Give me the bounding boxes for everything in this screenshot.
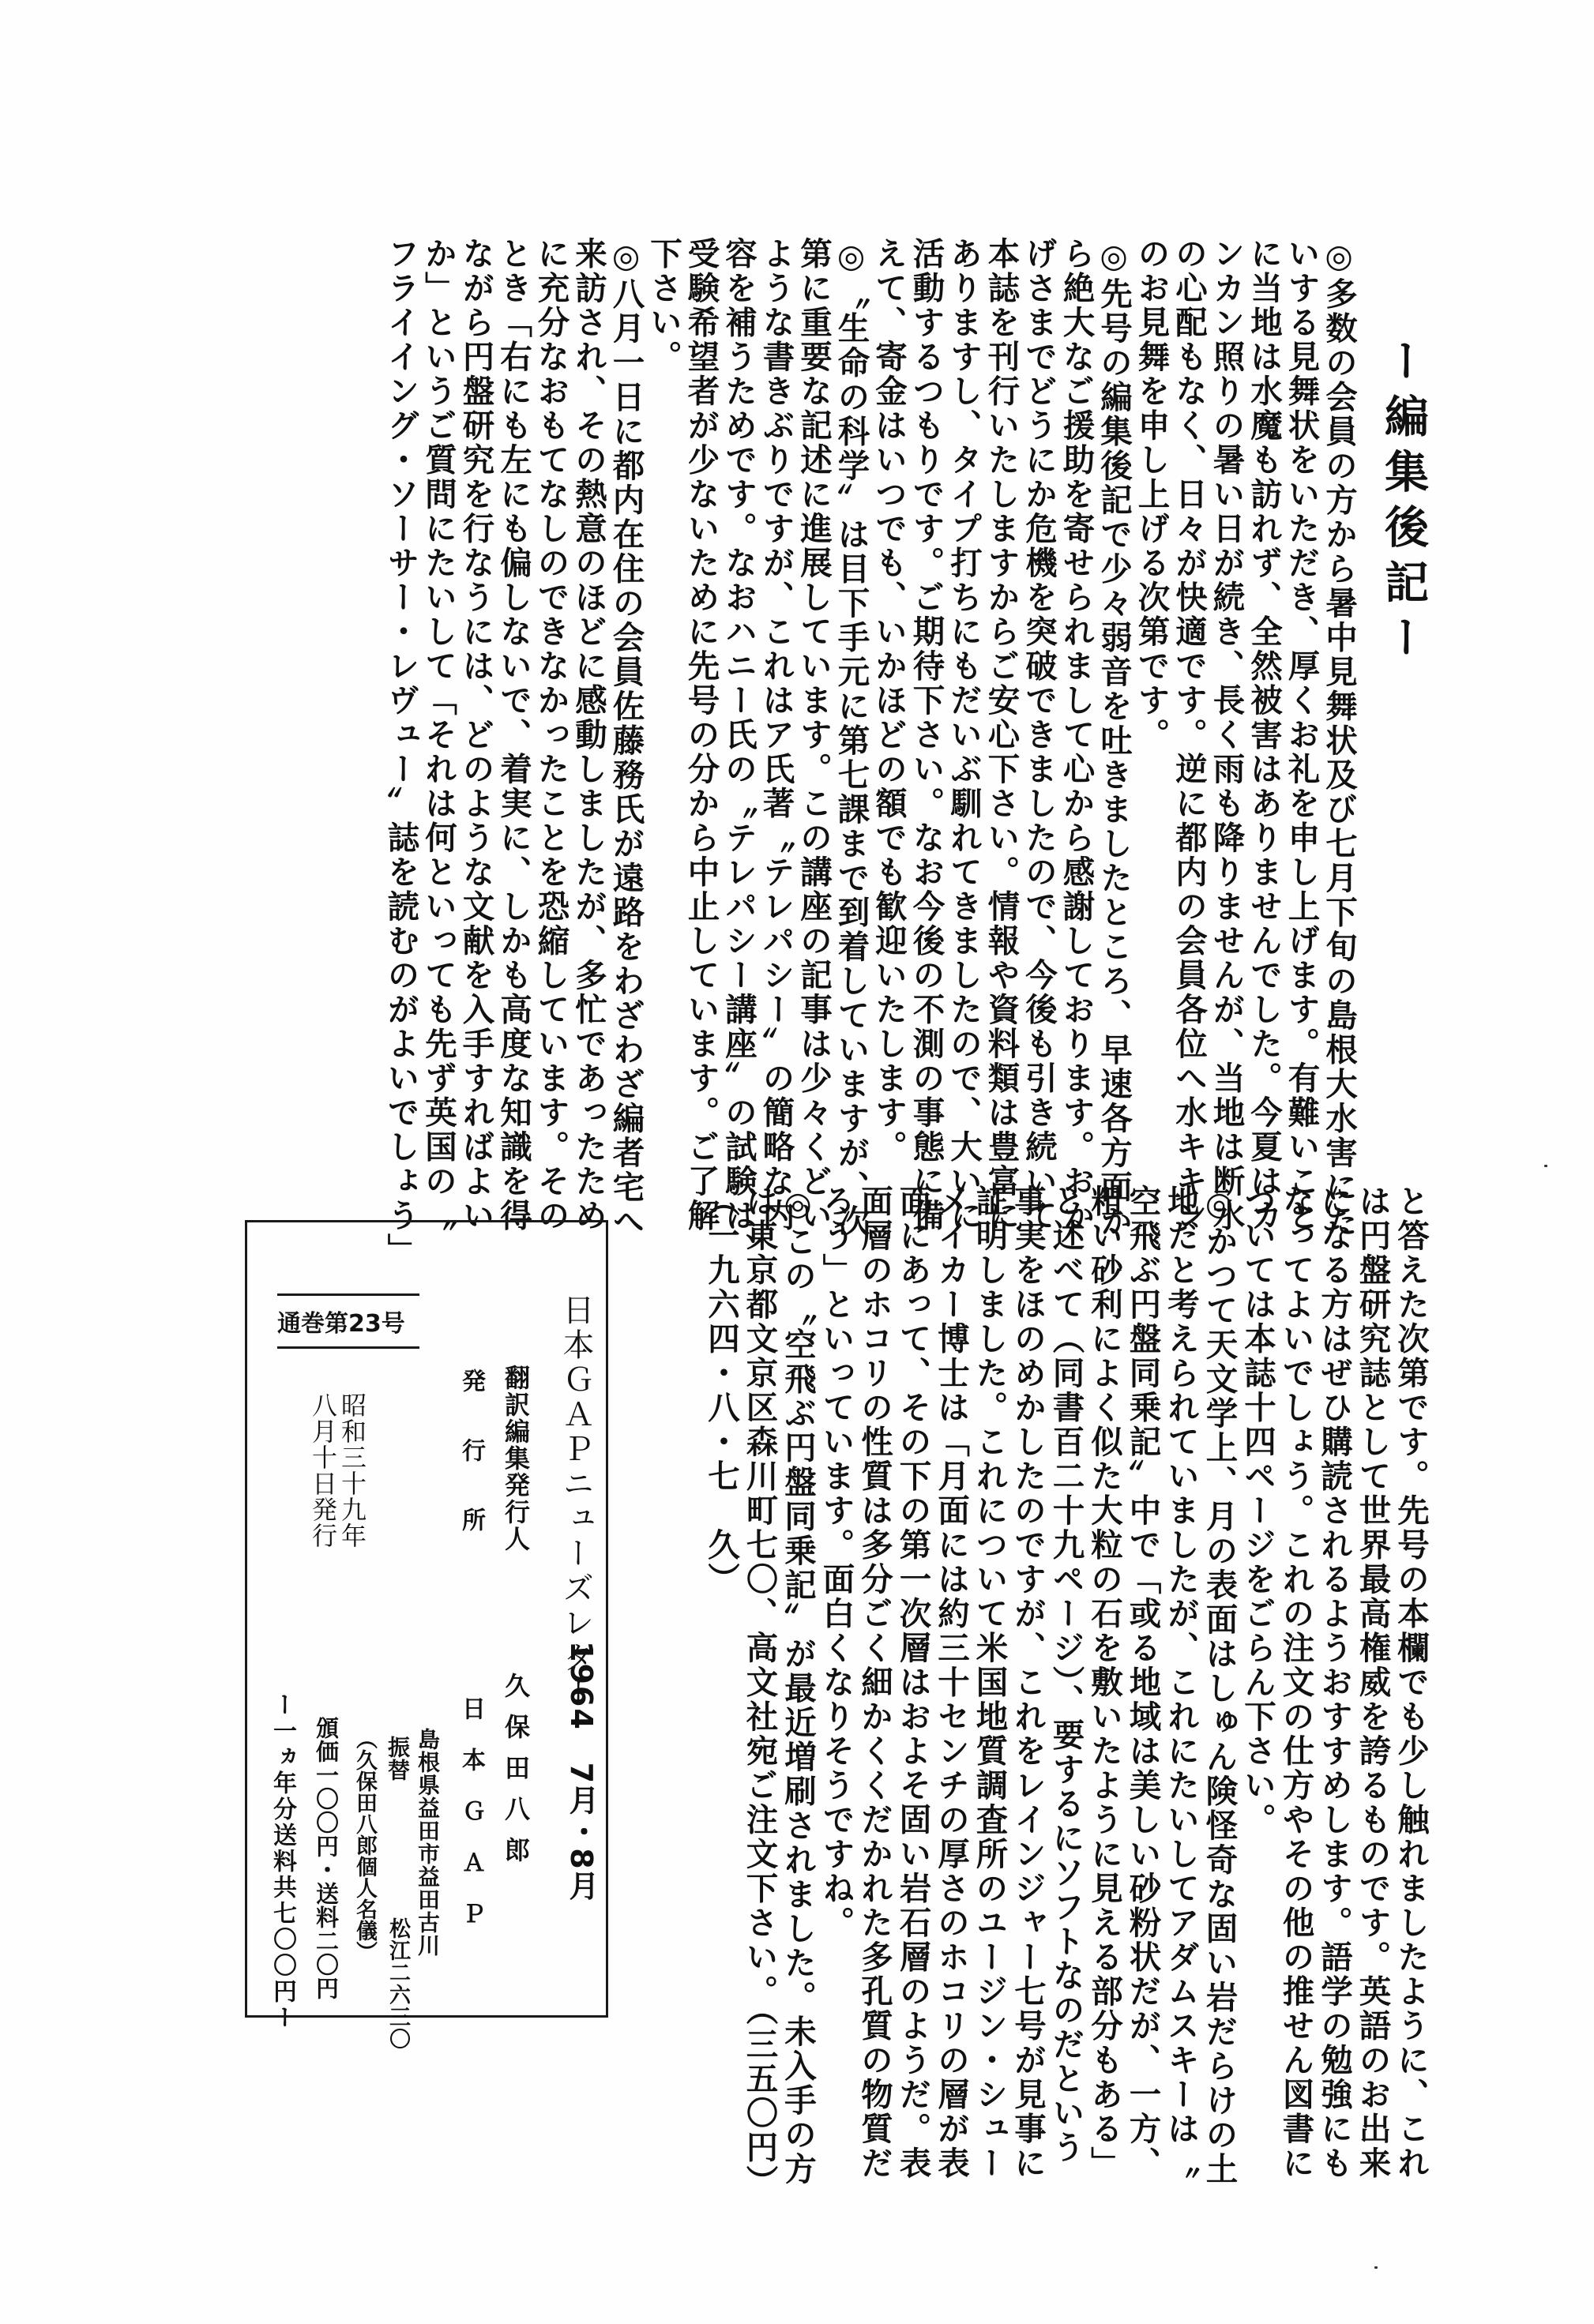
editor-name: 久保田八郎 <box>501 1673 531 1878</box>
text-column: 事実をほのめかしたのですが、これをレインジャー七号が見事に <box>1009 1185 1047 2181</box>
text-column: は円盤研究誌として世界最高権威を誇るものです。英語のお出来 <box>1353 1185 1392 2181</box>
text-column: ありますし、タイプ打ちにもだいぶ馴れてきましたので、大いに <box>945 237 983 1233</box>
text-column: 地だと考えられていましたが、これにたいしてアダムスキーは〝 <box>1162 1185 1200 2181</box>
text-column: とき「右にも左にも偏しないで、着実に、しかも高度な知識を得 <box>494 237 532 1233</box>
text-column: 第に重要な記述に進展しています。この講座の記事は少々くどい <box>795 237 833 1233</box>
scan-speck <box>1544 1165 1547 1167</box>
text-column: 来訪され、その熱意のほどに感動しましたが、多忙であったため <box>570 237 607 1233</box>
text-column: ながら円盤研究を行なうには、どのような文献を入手すればよい <box>457 237 495 1233</box>
transfer-account: 松江二六三〇 <box>385 1917 410 2050</box>
text-column: ◎〝生命の科学〟は目下手元に第七課まで到着していますが、次 <box>832 237 870 1239</box>
issue-date: 1964 7月・8月 <box>564 1641 599 1902</box>
text-column: 本誌を刊行いたしますからご安心下さい。情報や資料類は豊富に <box>982 237 1021 1233</box>
text-column: 下さい。 <box>645 237 682 374</box>
publisher-address: 島根県益田市益田古川 <box>415 1728 441 1957</box>
text-column: と答えた次第です。先号の本欄でも少し触れましたように、これ <box>1392 1185 1430 2181</box>
text-column: と述べて（同書百二十九ページ）、要するにソフトなのだという <box>1047 1185 1085 2165</box>
text-column: 面にあって、その下の第一次層はおよそ固い岩石層のようだ。表 <box>893 1185 932 2181</box>
text-column: 証明しました。これについて米国地質調査所のユージン・シュー <box>970 1185 1009 2181</box>
text-column: 容を補うためです。なおハニー氏の〝テレパシー講座〟の試験は、 <box>720 237 758 1267</box>
text-column: のお見舞を申し上げる次第です。 <box>1132 237 1171 753</box>
publisher-name: 日本ＧＡＰ <box>457 1696 485 1953</box>
text-column: 面層のホコリの性質は多分ごく細かくくだかれた多孔質の物質だ <box>855 1185 893 2181</box>
text-column: げさまでどうにか危機を突破できましたので、今後も引き続いて <box>1020 237 1058 1233</box>
text-column: 空飛ぶ円盤同乗記〟中で「或る地域は美しい砂粉状だが、一方、 <box>1123 1185 1162 2181</box>
issue-rule-bottom <box>277 1346 419 1349</box>
text-column: 受験希望者が少ないために先号の分から中止しています。ご了解 <box>682 237 720 1233</box>
text-column: メイカー博士は「月面には約三十センチの厚さのホコリの層が表 <box>932 1185 970 2181</box>
publish-date-year: 昭和三十九年 <box>337 1392 367 1549</box>
text-column: なってよいでしょう。これの注文の仕方やその他の推せん図書に <box>1276 1185 1315 2181</box>
text-column: に当地は水魔も訪れず、全然被害はありませんでした。今夏はカ <box>1245 237 1283 1233</box>
text-column: フライイング・ソーサー・レヴュー〟誌を読むのがよいでしょう」 <box>382 237 420 1267</box>
account-holder: （久保田八郎個人名儀） <box>352 1728 377 1962</box>
text-column: ◎八月一日に都内在住の会員佐藤務氏が遠路をわざわざ編者宅へ <box>607 237 645 1239</box>
text-column: 粗い砂利によく似た大粒の石を敷いたように見える部分もある」 <box>1085 1185 1123 2181</box>
colophon-box <box>245 1220 608 2050</box>
text-column: ろう」といっています。面白くなりそうですね。 <box>817 1185 855 1940</box>
publisher-role-label: 発行所 <box>457 1368 485 1577</box>
transfer-label: 振替 <box>385 1736 411 1781</box>
text-column: ◎かつて天文学上、月の表面はしゅん険怪奇な固い岩だらけの土 <box>1200 1185 1239 2187</box>
text-column: いする見舞状をいただき、厚くお礼を申し上げます。有難いこと <box>1282 237 1321 1233</box>
text-column: か」というご質問にたいして「それは何といっても先ず英国の〝 <box>419 237 457 1233</box>
text-column: に充分なおもてなしのできなかったことを恐縮しています。その <box>532 237 570 1233</box>
editorial-lower-text <box>702 1185 1430 2199</box>
text-column: ◎多数の会員の方から暑中見舞状及び七月下旬の島根大水害にた <box>1320 237 1358 1239</box>
text-column: 活動するつもりです。ご期待下さい。なお今後の不測の事態に備 <box>907 237 945 1233</box>
text-column: ついては本誌十四ページをごらん下さい。 <box>1239 1185 1276 1838</box>
section-title: ー編集後記ー <box>1378 338 1429 670</box>
annual-subscription: ー一ヵ年分送料共七〇〇円ー <box>269 1692 296 2031</box>
publication-title: 日本ＧＡＰニューズレター <box>558 1293 594 1710</box>
editorial-upper-text <box>382 237 1358 1267</box>
text-column: ような書きぶりですが、これはア氏著〝テレパシー〟の簡略な内 <box>757 237 795 1233</box>
price: 頒価一〇〇円・送料二〇円 <box>313 1716 340 2000</box>
text-column: ◎この〝空飛ぶ円盤同乗記〟が最近増刷されました。未入手の方 <box>779 1185 817 2187</box>
scan-speck <box>1374 2266 1378 2269</box>
text-column: になる方はぜひ購読されるようおすすめします。語学の勉強にも <box>1315 1185 1353 2181</box>
text-column: ◎先号の編集後記で少々弱音を吐きましたところ、早速各方面か <box>1095 237 1133 1239</box>
editor-role-label: 翻訳編集発行人 <box>501 1365 531 1552</box>
issue-number: 通巻第23号 <box>277 1310 405 1338</box>
text-column: ら絶大なご援助を寄せられまして心から感謝しております。おか <box>1057 237 1096 1233</box>
text-column: ンカン照りの暑い日が続き、長く雨も降りませんが、当地は断水 <box>1207 237 1246 1233</box>
text-column: の心配もなく、日々が快適です。逆に都内の会員各位へ水キキン <box>1170 237 1208 1233</box>
publish-date-day: 八月十日発行 <box>308 1392 338 1549</box>
text-column: （一九六四・八・七 久） <box>702 1185 740 1597</box>
text-column: えて、寄金はいつでも、いかほどの額でも歓迎いたします。 <box>870 237 908 1165</box>
text-column: は東京都文京区森川町七〇、高文社宛ご注文下さい。（三五〇円） <box>740 1185 779 2199</box>
issue-number-block <box>277 1293 419 1349</box>
